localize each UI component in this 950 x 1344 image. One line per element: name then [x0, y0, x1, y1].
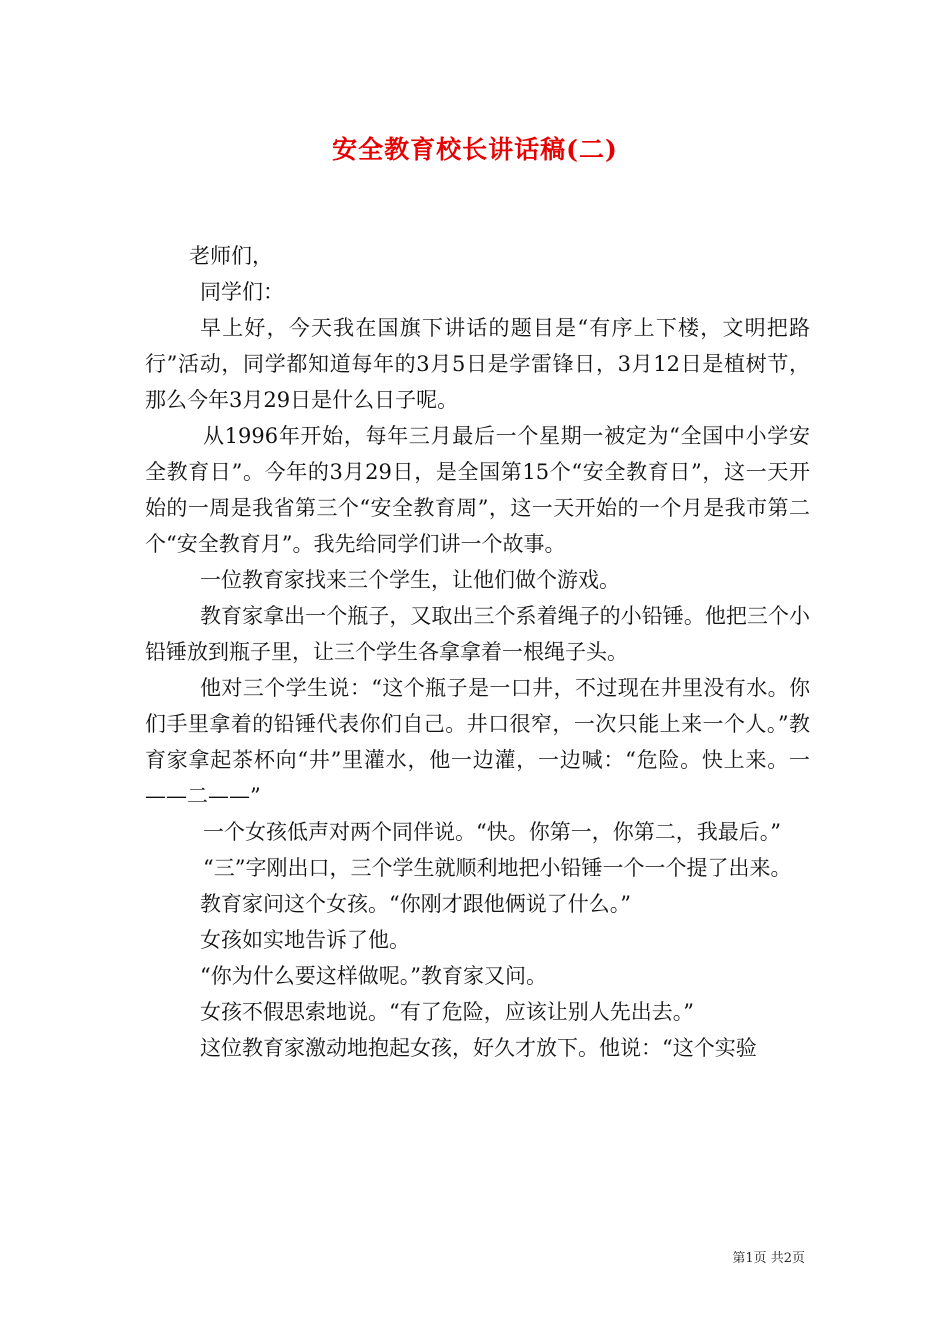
document-title: 安全教育校长讲话稿(二) — [332, 135, 618, 164]
document-body — [145, 238, 810, 1066]
paragraph: 从1996年开始，每年三月最后一个星期一被定为“全国中小学安全教育日”。今年的3月29日，是全国第15个“安全教育日”，这一天开始的一周是我省第三个“安全教育周”，这一天开始的一个月是我市第二个“安全教育月”。我先给同学们讲一个故事。 — [145, 424, 810, 556]
paragraph: 这位教育家激动地抱起女孩，好久才放下。他说：“这个实验 — [200, 1036, 757, 1060]
greeting-students: 同学们： — [200, 280, 284, 304]
paragraph: 教育家问这个女孩。“你刚才跟他俩说了什么。” — [200, 892, 631, 916]
paragraph: 女孩不假思索地说。“有了危险，应该让别人先出去。” — [200, 1000, 694, 1024]
paragraph: “你为什么要这样做呢。”教育家又问。 — [200, 964, 547, 988]
paragraph: “三”字刚出口，三个学生就顺利地把小铅锤一个一个提了出来。 — [203, 856, 792, 880]
greeting-teachers: 老师们， — [189, 244, 273, 268]
paragraph: 教育家拿出一个瓶子，又取出三个系着绳子的小铅锤。他把三个小铅锤放到瓶子里，让三个学生各拿拿着一根绳子头。 — [145, 604, 810, 664]
paragraph: 他对三个学生说：“这个瓶子是一口井，不过现在井里没有水。你们手里拿着的铅锤代表你们自己。井口很窄，一次只能上来一个人。”教育家拿起茶杯向“井”里灌水，他一边灌，一边喊：“危险。快上来。一——二——” — [145, 676, 810, 808]
page-number: 第1页 共2页 — [732, 1251, 805, 1266]
paragraph: 一个女孩低声对两个同伴说。“快。你第一，你第二，我最后。” — [203, 820, 781, 844]
paragraph: 早上好，今天我在国旗下讲话的题目是“有序上下楼，文明把路行”活动，同学都知道每年的3月5日是学雷锋日，3月12日是植树节，那么今年3月29日是什么日子呢。 — [145, 316, 810, 412]
paragraph: 女孩如实地告诉了他。 — [200, 928, 410, 952]
paragraph: 一位教育家找来三个学生，让他们做个游戏。 — [200, 568, 620, 592]
